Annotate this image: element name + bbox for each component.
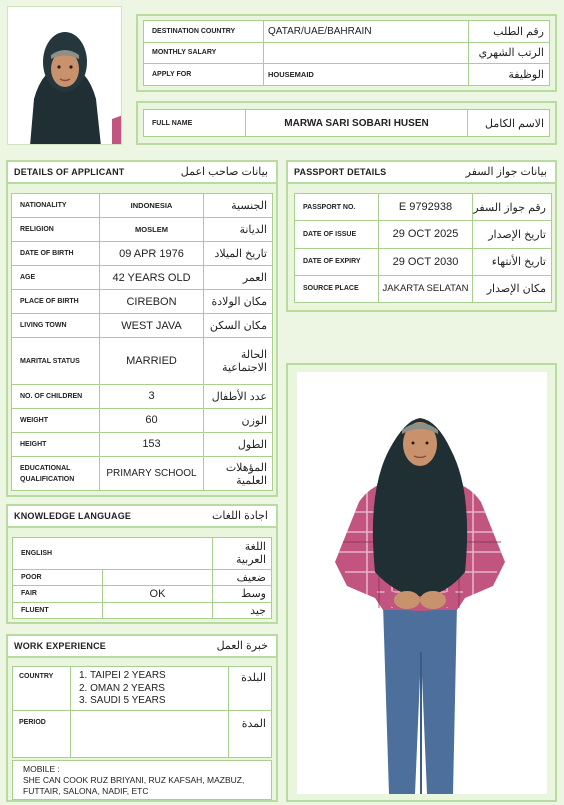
applicant-details-header (8, 162, 276, 184)
weight-label: WEIGHT (12, 408, 100, 432)
table-row (295, 194, 552, 221)
language-panel (6, 504, 278, 624)
english-label: ENGLISH (13, 538, 103, 570)
passport-details-panel (286, 160, 557, 312)
weight-arabic: الوزن (204, 408, 273, 432)
age-label: AGE (12, 266, 100, 290)
source-place-arabic: مكان الإصدار (473, 275, 552, 302)
passport-details-header (288, 162, 555, 184)
applicant-details-title-arabic: بيانات صاحب اعمل (180, 166, 268, 178)
weight-value: 60 (100, 408, 204, 432)
children-value: 3 (100, 384, 204, 408)
date-of-expiry-arabic: تاريخ الأنتهاء (473, 248, 552, 275)
table-row (12, 194, 273, 218)
work-experience-table (12, 666, 272, 758)
job-info-table (143, 20, 550, 86)
religion-label: RELIGION (12, 218, 100, 242)
source-place-label: SOURCE PLACE (295, 275, 379, 302)
work-experience-header (8, 636, 276, 658)
height-label: HEIGHT (12, 432, 100, 456)
education-label: EDUCATIONAL QUALIFICATION (12, 457, 100, 491)
date-of-issue-value: 29 OCT 2025 (379, 221, 473, 248)
place-of-birth-value: CIREBON (100, 290, 204, 314)
living-town-value: WEST JAVA (100, 314, 204, 338)
children-label: NO. OF CHILDREN (12, 384, 100, 408)
table-row (12, 290, 273, 314)
destination-country-value: QATAR/UAE/BAHRAIN (264, 21, 469, 43)
destination-country-arabic: رقم الطلب (469, 21, 550, 43)
table-row (144, 21, 550, 43)
passport-no-arabic: رقم جواز السفر (473, 194, 552, 221)
country-arabic: البلدة (229, 667, 272, 711)
table-row (12, 242, 273, 266)
mobile-label: MOBILE : (23, 764, 60, 774)
list-item: 1. TAIPEI 2 YEARS (79, 670, 166, 681)
work-experience-title-arabic: خبرة العمل (216, 640, 268, 652)
language-title: KNOWLEDGE LANGUAGE (14, 511, 132, 521)
destination-country-label: DESTINATION COUNTRY (144, 21, 264, 43)
arabic-language-label: اللغة العربية (213, 538, 272, 570)
passport-no-value: E 9792938 (379, 194, 473, 221)
religion-arabic: الديانة (204, 218, 273, 242)
poor-label: POOR (13, 569, 103, 585)
table-row (12, 266, 273, 290)
passport-details-title-arabic: بيانات جواز السفر (465, 166, 547, 178)
skills-box (12, 760, 272, 800)
full-name-table (143, 109, 550, 137)
date-of-expiry-label: DATE OF EXPIRY (295, 248, 379, 275)
table-row (12, 338, 273, 384)
monthly-salary-arabic: الرتب الشهري (469, 42, 550, 64)
language-title-arabic: اجادة اللغات (212, 510, 268, 522)
passport-no-label: PASSPORT NO. (295, 194, 379, 221)
applicant-details-panel (6, 160, 278, 497)
source-place-value: JAKARTA SELATAN (379, 275, 473, 302)
table-row (13, 602, 272, 618)
marital-status-value: MARRIED (100, 338, 204, 384)
nationality-label: NATIONALITY (12, 194, 100, 218)
height-arabic: الطول (204, 432, 273, 456)
table-row (295, 248, 552, 275)
fair-value: OK (103, 586, 213, 602)
nationality-value: INDONESIA (100, 194, 204, 218)
skills-line-1: SHE CAN COOK RUZ BRIYANI, RUZ KAFSAH, MAZBUZ, (23, 775, 245, 785)
fluent-label: FLUENT (13, 602, 103, 618)
applicant-portrait-photo (7, 6, 122, 145)
nationality-arabic: الجنسية (204, 194, 273, 218)
full-name-arabic: الاسم الكامل (468, 110, 550, 137)
date-of-birth-label: DATE OF BIRTH (12, 242, 100, 266)
age-value: 42 YEARS OLD (100, 266, 204, 290)
job-info-panel (136, 14, 557, 92)
full-body-photo (297, 372, 547, 794)
table-row (13, 538, 272, 570)
period-value (71, 711, 229, 758)
marital-status-label: MARITAL STATUS (12, 338, 100, 384)
table-row (144, 110, 550, 137)
english-value (103, 538, 213, 570)
place-of-birth-arabic: مكان الولادة (204, 290, 273, 314)
fair-arabic: وسط (213, 586, 272, 602)
period-label: PERIOD (13, 711, 71, 758)
list-item: 2. OMAN 2 YEARS (79, 682, 165, 694)
poor-arabic: ضعيف (213, 569, 272, 585)
religion-value: MOSLEM (100, 218, 204, 242)
apply-for-arabic: الوظيفة (469, 64, 550, 86)
table-row (295, 221, 552, 248)
fair-label: FAIR (13, 586, 103, 602)
age-arabic: العمر (204, 266, 273, 290)
table-row (13, 569, 272, 585)
full-name-label: FULL NAME (144, 110, 246, 137)
date-of-birth-value: 09 APR 1976 (100, 242, 204, 266)
language-header (8, 506, 276, 528)
marital-status-arabic: الحالة الاجتماعية (204, 338, 273, 384)
table-row (12, 408, 273, 432)
applicant-details-table (11, 193, 273, 491)
monthly-salary-label: MONTHLY SALARY (144, 42, 264, 64)
work-experience-title: WORK EXPERIENCE (14, 641, 107, 651)
table-row (12, 314, 273, 338)
living-town-label: LIVING TOWN (12, 314, 100, 338)
education-value: PRIMARY SCHOOL (100, 457, 204, 491)
table-row (12, 384, 273, 408)
list-item: 3. SAUDI 5 YEARS (79, 695, 166, 706)
monthly-salary-value (264, 42, 469, 64)
fluent-arabic: جيد (213, 602, 272, 618)
work-experience-panel (6, 634, 278, 802)
table-row (13, 711, 272, 758)
full-name-value: MARWA SARI SOBARI HUSEN (246, 110, 468, 137)
table-row (12, 457, 273, 491)
poor-value (103, 569, 213, 585)
table-row (144, 42, 550, 64)
fluent-value (103, 602, 213, 618)
education-arabic: المؤهلات العلمية (204, 457, 273, 491)
children-arabic: عدد الأطفال (204, 384, 273, 408)
height-value: 153 (100, 432, 204, 456)
table-row (13, 667, 272, 711)
living-town-arabic: مكان السكن (204, 314, 273, 338)
date-of-issue-arabic: تاريخ الإصدار (473, 221, 552, 248)
period-arabic: المدة (229, 711, 272, 758)
table-row (13, 586, 272, 602)
apply-for-label: APPLY FOR (144, 64, 264, 86)
skills-line-2: FUTTAIR, SALONA, NADIF, ETC (23, 786, 149, 796)
passport-details-table (294, 193, 552, 303)
date-of-expiry-value: 29 OCT 2030 (379, 248, 473, 275)
full-name-panel (136, 101, 557, 145)
table-row (144, 64, 550, 86)
table-row (295, 275, 552, 302)
country-label: COUNTRY (13, 667, 71, 711)
date-of-birth-arabic: تاريخ الميلاد (204, 242, 273, 266)
place-of-birth-label: PLACE OF BIRTH (12, 290, 100, 314)
language-table (12, 537, 272, 619)
full-body-photo-panel (286, 363, 557, 802)
table-row (12, 432, 273, 456)
passport-details-title: PASSPORT DETAILS (294, 167, 387, 177)
date-of-issue-label: DATE OF ISSUE (295, 221, 379, 248)
apply-for-value: HOUSEMAID (264, 64, 469, 86)
applicant-details-title: DETAILS OF APPLICANT (14, 167, 125, 177)
country-list (71, 667, 229, 711)
table-row (12, 218, 273, 242)
